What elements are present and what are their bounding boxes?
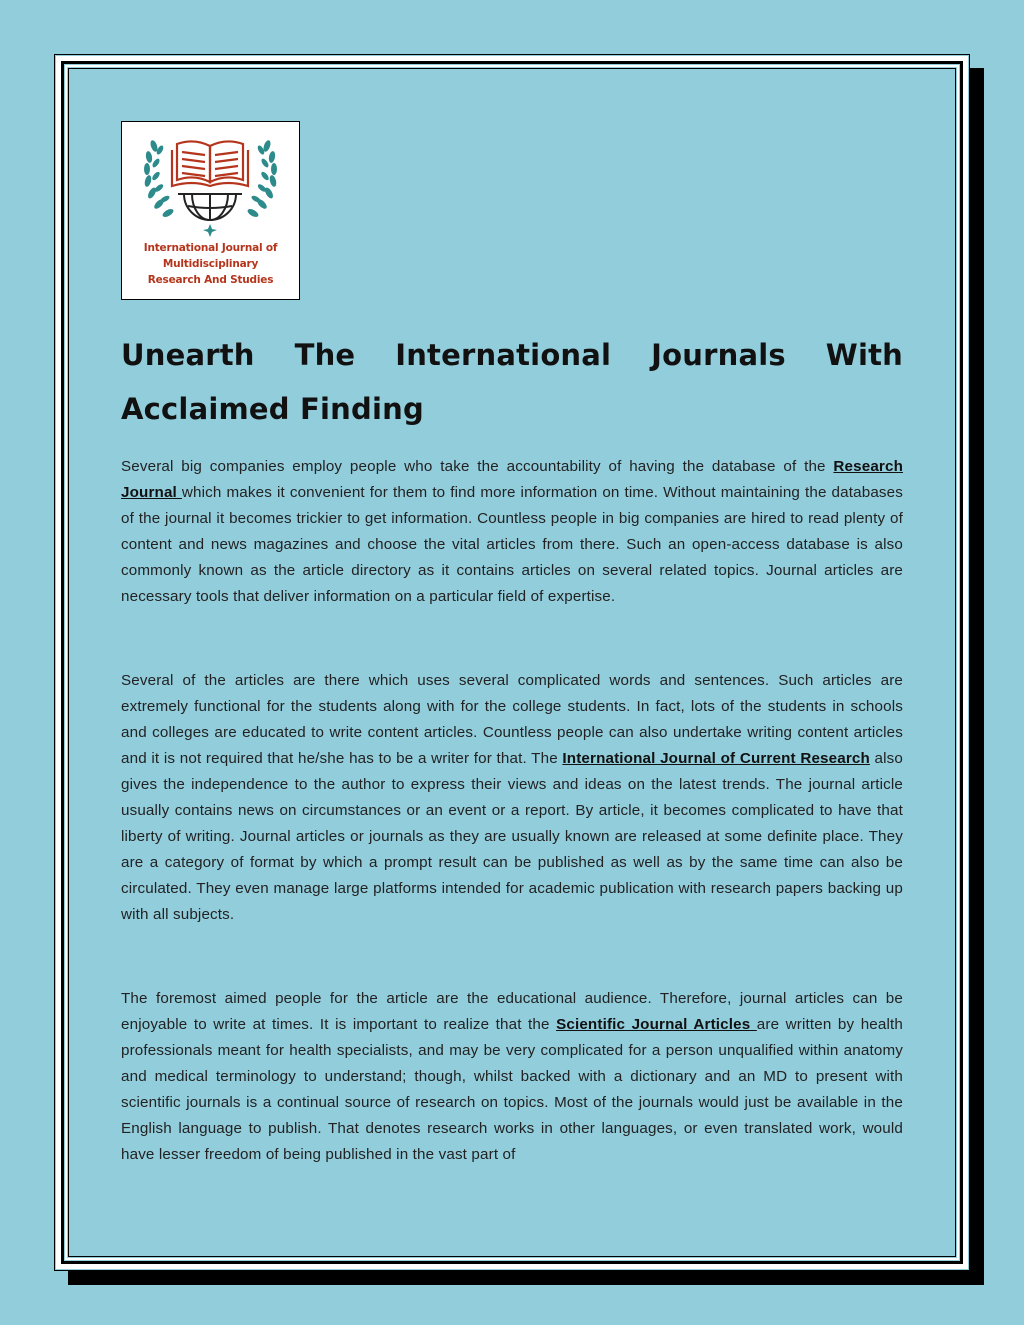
article-content — [121, 328, 903, 1168]
paragraph-1 — [121, 454, 903, 610]
paragraph-2-text-b: also gives the independence to the author to express their views and ideas on the latest trends. The journal article usually contains news on circumstances or an event or a report. By article, it becomes complicated to have that liberty of writing. Journal articles or journals as they are usually known are released at some definite place. They are a category of format by which a prompt result can be published as well as by the same time can also be circulated. They even manage large platforms intended for academic publication with research papers backing up with all subjects. — [121, 750, 903, 923]
logo-line-2: Multidisciplinary — [162, 258, 259, 270]
paragraph-1-text-b: which makes it convenient for them to find more information on time. Without maintaining the databases of the journal it becomes trickier to get information. Countless people in big companies are hired to read plenty of content and news magazines and choose the vital articles from there. Such an open-access database is also commonly known as the article directory as it contains articles on several related topics. Journal articles are necessary tools that deliver information on a particular field of expertise. — [121, 484, 903, 605]
research-journal-link[interactable]: Research Journal — [121, 458, 903, 501]
scientific-journal-articles-link[interactable]: Scientific Journal Articles — [556, 1016, 757, 1033]
article-title: Unearth The International Journals With Acclaimed Finding — [121, 338, 903, 426]
paragraph-2 — [121, 668, 903, 928]
logo-text — [122, 240, 299, 288]
paragraph-2-text-a: Several of the articles are there which uses several complicated words and sentences. Such articles are extremely functional for the students along with for the college students. In fact, lots of the students in schools and colleges are educated to write content articles. Countless people can also undertake writing content articles and it is not required that he/she has to be a writer for that. The — [121, 672, 903, 767]
paragraph-3-text-a: The foremost aimed people for the article are the educational audience. Therefore, journal articles can be enjoyable to write at times. It is important to realize that the — [121, 990, 903, 1033]
international-journal-link[interactable]: International Journal of Current Research — [562, 750, 870, 767]
logo-line-3: Research And Studies — [147, 274, 274, 286]
journal-logo — [121, 121, 300, 300]
paragraph-3 — [121, 986, 903, 1168]
paragraph-3-text-b: are written by health professionals meant for health specialists, and may be very complicated for a person unqualified within anatomy and medical terminology to understand; though, whilst backed with a dictionary and an MD to present with scientific journals is a continual source of research on topics. Most of the journals would just be available in the English language to publish. That denotes research works in other languages, or even translated work, would have lesser freedom of being published in the vast part of — [121, 1016, 903, 1163]
logo-line-1: International Journal of — [143, 242, 278, 254]
paragraph-1-text-a: Several big companies employ people who take the accountability of having the database of the — [121, 458, 834, 475]
